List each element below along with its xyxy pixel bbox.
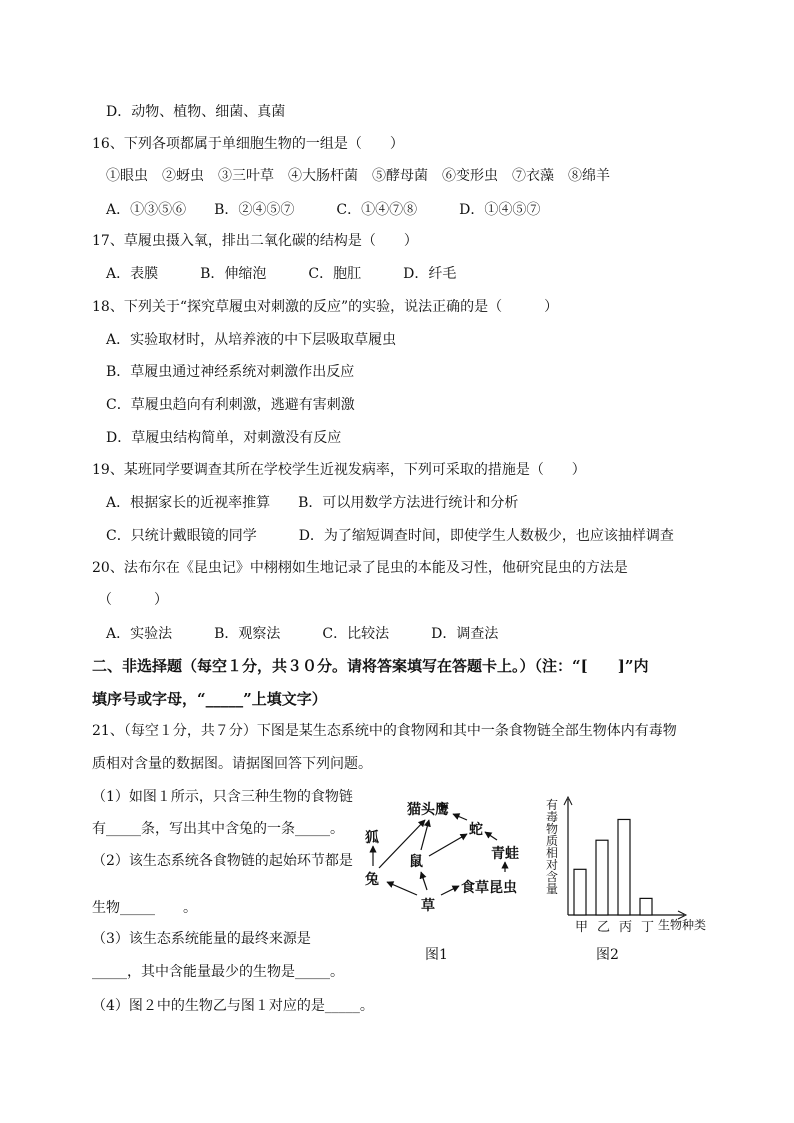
tick-label-3: 丁: [641, 920, 655, 935]
node-rabbit: 兔: [365, 872, 379, 888]
q17-options: A．表膜 B．伸缩泡 C．胞肛 D．纤毛: [106, 266, 457, 282]
q21-sub1-line1: （1）如图１所示，只含三种生物的食物链: [92, 789, 353, 805]
tick-label-2: 丙: [619, 920, 633, 935]
q21-sub2-line1: （2）该生态系统各食物链的起始环节都是: [92, 853, 353, 869]
q18-option-c: C．草履虫趋向有利刺激，逃避有害刺激: [106, 397, 355, 413]
arrow-mouse-owl: [421, 820, 429, 850]
q18-option-b: B．草履虫通过神经系统对刺激作出反应: [106, 364, 355, 380]
q20-paren: （ ）: [98, 592, 168, 608]
tick-label-1: 乙: [597, 920, 611, 935]
q21-sub4: （4）图２中的生物乙与图１对应的是_____。: [92, 998, 374, 1014]
q18-stem: 18、下列关于“探究草履虫对刺激的反应”的实验，说法正确的是（ ）: [92, 299, 559, 315]
toxin-bar-chart: [540, 795, 710, 940]
node-snake: 蛇: [469, 822, 483, 838]
node-owl: 猫头鹰: [407, 802, 449, 818]
q17-stem: 17、草履虫摄入氧，排出二氧化碳的结构是（ ）: [92, 233, 418, 249]
bar-2: [618, 819, 630, 915]
q16-options: A．①③⑤⑥ B．②④⑤⑦ C．①④⑦⑧ D．①④⑤⑦: [106, 202, 541, 218]
q16-organism-list: ①眼虫 ②蚜虫 ③三叶草 ④大肠杆菌 ⑤酵母菌 ⑥变形虫 ⑦衣藻 ⑧绵羊: [106, 168, 610, 184]
arrow-grass-mouse: [421, 872, 427, 890]
q21-sub3-line1: （3）该生态系统能量的最终来源是: [92, 931, 311, 947]
node-fox: 狐: [365, 830, 379, 846]
chart-tick-labels: [575, 920, 654, 935]
figure2-caption: 图2: [596, 947, 619, 963]
arrow-mouse-snake: [429, 834, 467, 856]
bar-0: [574, 869, 586, 915]
chart-xlabel: 生物种类: [658, 918, 707, 932]
section2-heading-line1: 二、非选择题（每空１分，共３０分。请将答案填写在答题卡上。）（注：“[ ]”内: [92, 657, 649, 675]
node-mouse: 鼠: [409, 854, 423, 870]
q21-stem-line1: 21、（每空１分，共７分）下图是某生态系统中的食物网和其中一条食物链全部生物体内有毒物: [92, 723, 677, 739]
q21-sub2-line2: 生物_____ 。: [92, 900, 197, 916]
section2-heading-line2: 填序号或字母，“_____”上填文字）: [92, 690, 327, 708]
bar-3: [640, 898, 652, 915]
arrow-grass-insect: [441, 886, 459, 895]
q19-options-cd: C．只统计戴眼镜的同学 D．为了缩短调查时间，即使学生人数极少，也应该抽样调查: [106, 528, 674, 544]
node-frog: 青蛙: [491, 846, 519, 862]
chart-bars: [574, 819, 652, 915]
q20-stem: 20、法布尔在《昆虫记》中栩栩如生地记录了昆虫的本能及习性，他研究昆虫的方法是: [92, 560, 628, 576]
q20-options: A．实验法 B．观察法 C．比较法 D．调查法: [106, 626, 499, 642]
q15-option-d: D．动物、植物、细菌、真菌: [106, 104, 286, 120]
tick-label-0: 甲: [575, 920, 589, 935]
q18-option-d: D．草履虫结构简单，对刺激没有反应: [106, 430, 342, 446]
q19-stem: 19、某班同学要调查其所在学校学生近视发病率，下列可采取的措施是（ ）: [92, 462, 586, 478]
arrow-snake-owl: [453, 814, 467, 820]
q21-stem-line2: 质相对含量的数据图。请据图回答下列问题。: [92, 756, 372, 772]
q18-option-a: A．实验取材时，从培养液的中下层吸取草履虫: [106, 332, 397, 348]
q21-sub1-line2: 有_____条，写出其中含兔的一条_____。: [92, 821, 344, 837]
node-insect: 食草昆虫: [461, 880, 517, 896]
chart-ylabel: 有毒物质相对含量: [546, 798, 559, 896]
arrow-frog-snake: [485, 832, 497, 840]
q16-stem: 16、下列各项都属于单细胞生物的一组是（ ）: [92, 136, 404, 152]
arrow-grass-rabbit: [387, 882, 417, 895]
node-grass: 草: [421, 898, 435, 914]
q21-sub3-line2: _____，其中含能量最少的生物是_____。: [92, 964, 344, 980]
figure1-caption: 图1: [425, 947, 448, 963]
bar-1: [596, 840, 608, 915]
q19-options-ab: A．根据家长的近视率推算 B．可以用数学方法进行统计和分析: [106, 495, 519, 511]
food-web-diagram: [355, 790, 535, 920]
